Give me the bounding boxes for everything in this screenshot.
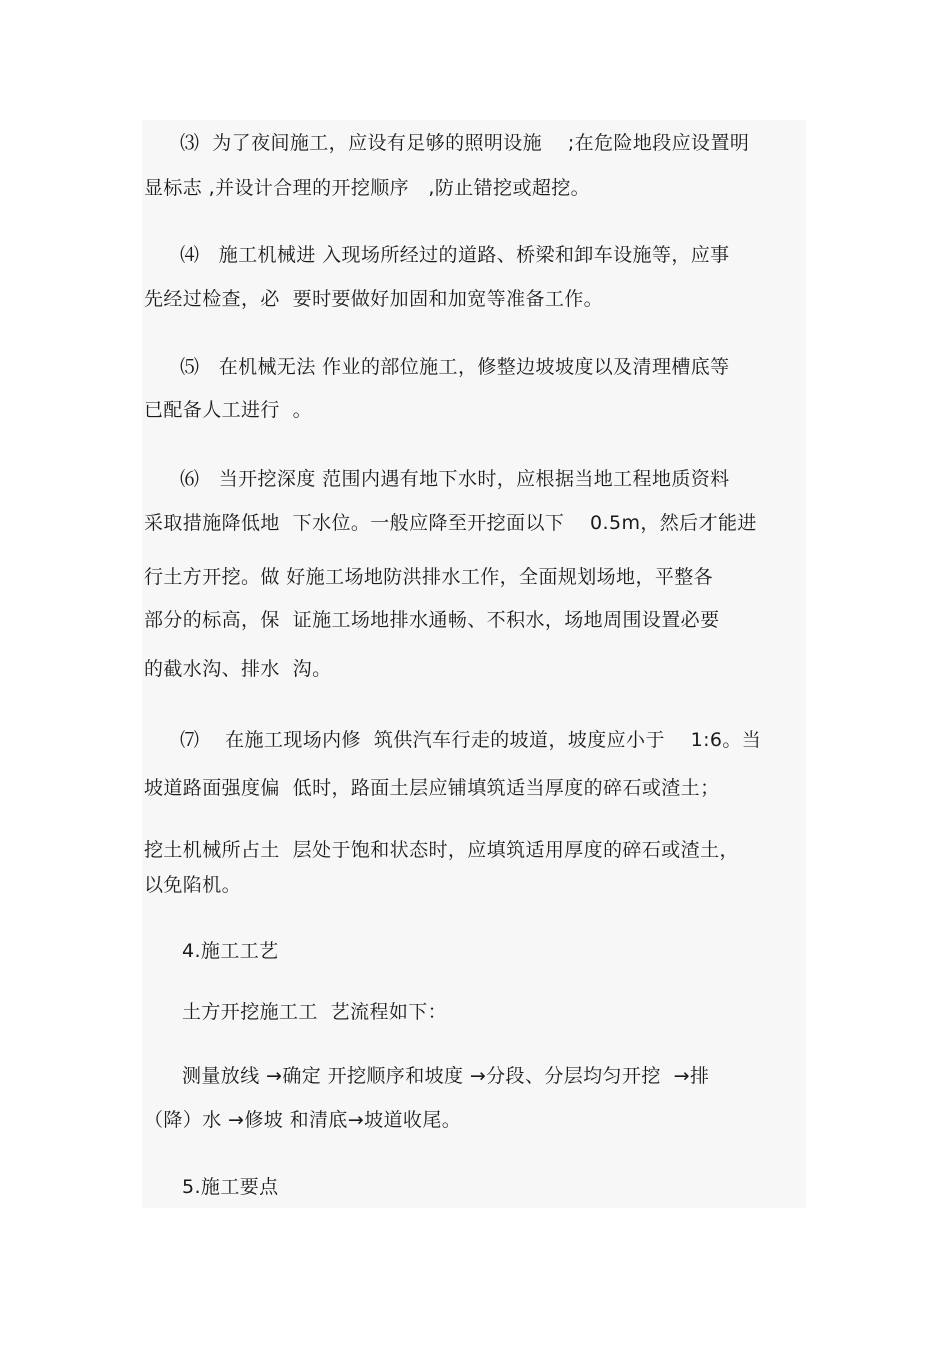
paragraph-6-line-4: 部分的标高，保 证施工场地排水通畅、不积水，场地周围设置必要 [144, 609, 720, 631]
paragraph-4-line-2: 先经过检查，必 要时要做好加固和加宽等准备工作。 [144, 288, 604, 310]
process-flow-line-2: （降）水 →修坡 和清底→坡道收尾。 [144, 1109, 462, 1131]
paragraph-7-line-3: 挖土机械所占土 层处于饱和状态时，应填筑适用厚度的碎石或渣土， [144, 839, 739, 861]
paragraph-6-line-5: 的截水沟、排水 沟。 [144, 658, 332, 680]
paragraph-6-line-1: ⑹ 当开挖深度 范围内遇有地下水时，应根据当地工程地质资料 [180, 468, 730, 490]
paragraph-7-line-4: 以免陷机。 [144, 874, 242, 896]
paragraph-3-line-1: ⑶ 为了夜间施工，应设有足够的照明设施 ;在危险地段应设置明 [180, 132, 750, 154]
section-heading-key-points: 5.施工要点 [182, 1176, 279, 1198]
process-intro: 土方开挖施工工 艺流程如下： [182, 1001, 448, 1023]
paragraph-6-line-3: 行土方开挖。做 好施工场地防洪排水工作，全面规划场地，平整各 [144, 566, 714, 588]
paragraph-7-line-2: 坡道路面强度偏 低时，路面土层应铺填筑适当厚度的碎石或渣土； [144, 777, 720, 799]
section-heading-process: 4.施工工艺 [182, 940, 279, 962]
paragraph-7-line-1: ⑺ 在施工现场内修 筑供汽车行走的坡道，坡度应小于 1:6。当 [180, 729, 762, 751]
paragraph-5-line-2: 已配备人工进行 。 [144, 399, 313, 421]
paragraph-6-line-2: 采取措施降低地 下水位。一般应降至开挖面以下 0.5m，然后才能进 [144, 512, 757, 534]
paragraph-5-line-1: ⑸ 在机械无法 作业的部位施工，修整边坡坡度以及清理槽底等 [180, 356, 730, 378]
paragraph-3-line-2: 显标志 ,并设计合理的开挖顺序 ,防止错挖或超挖。 [144, 177, 591, 199]
paragraph-4-line-1: ⑷ 施工机械进 入现场所经过的道路、桥梁和卸车设施等，应事 [180, 244, 730, 266]
process-flow-line-1: 测量放线 →确定 开挖顺序和坡度 →分段、分层均匀开挖 →排 [182, 1065, 710, 1087]
